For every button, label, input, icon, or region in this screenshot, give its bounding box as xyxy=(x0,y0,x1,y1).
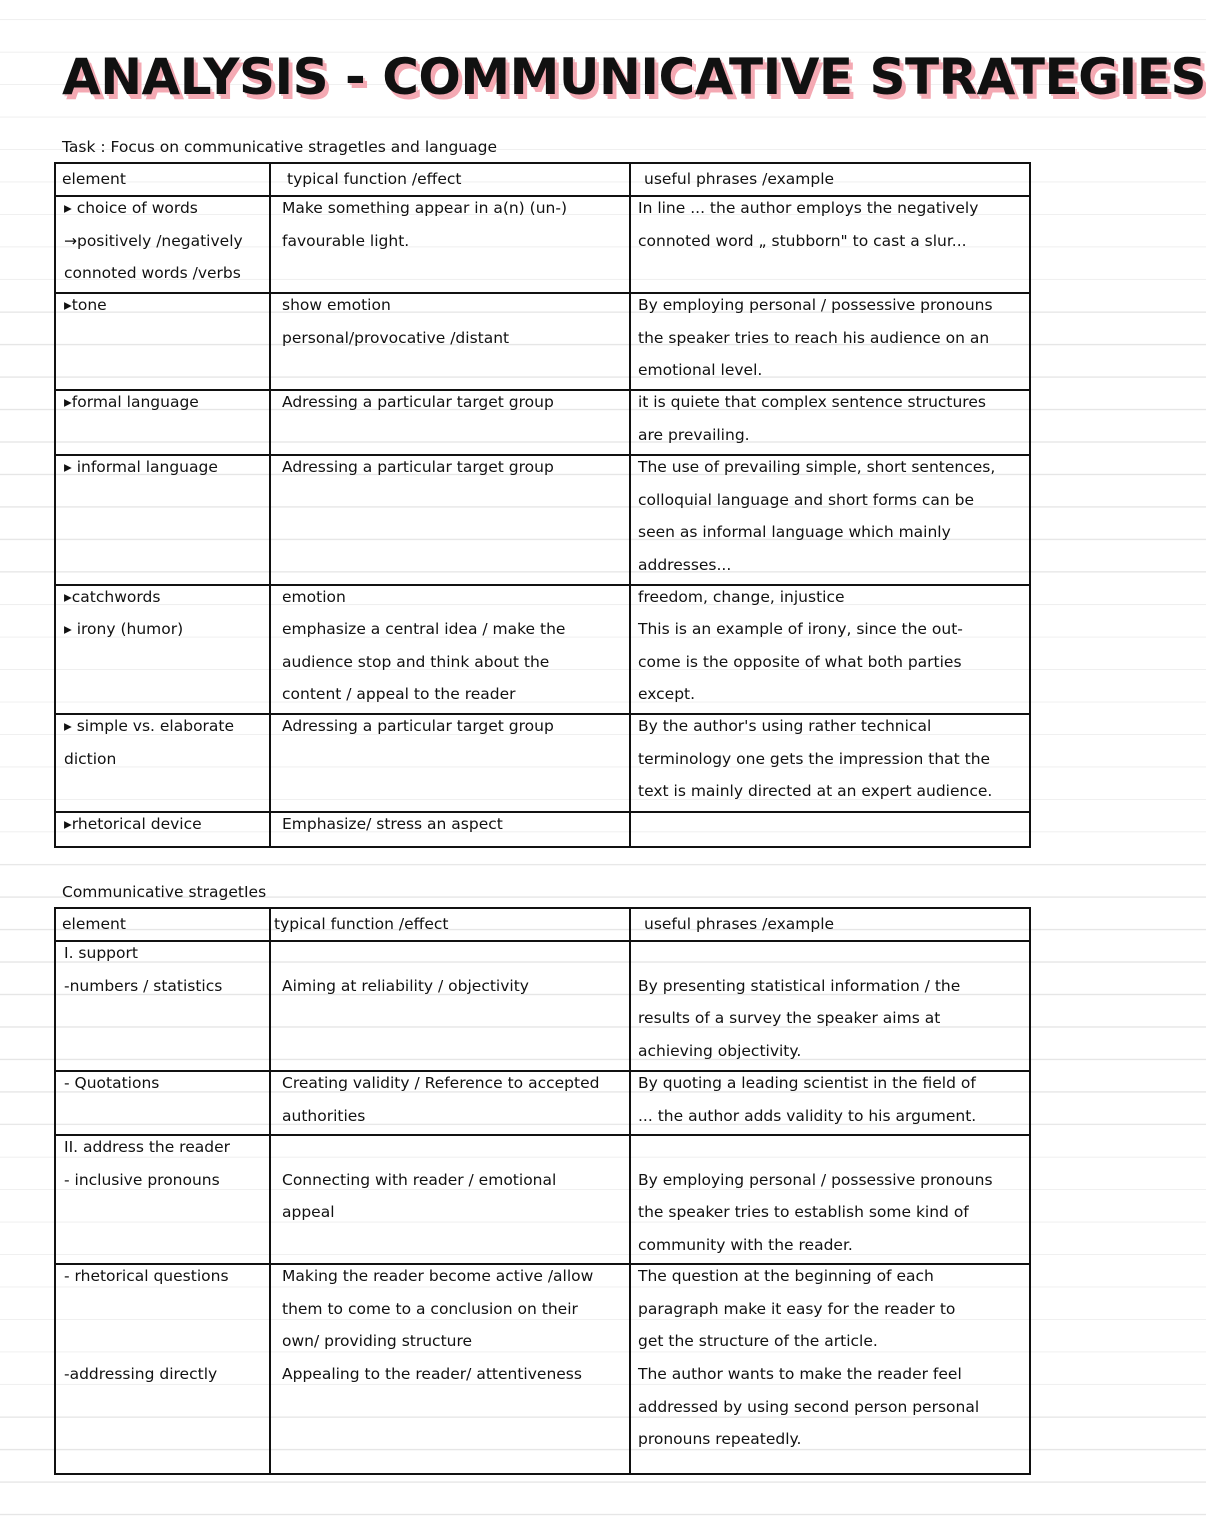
section-title: Communicative stragetIes xyxy=(62,883,267,901)
table-row xyxy=(56,909,1029,1473)
example-line: get the structure of the article. xyxy=(638,1332,878,1350)
table-row xyxy=(56,909,1029,1473)
element-line: I. support xyxy=(64,944,138,962)
example-line: By presenting statistical information / the xyxy=(638,976,961,995)
example-line: By employing personal / possessive pronouns xyxy=(638,296,993,314)
row-divider xyxy=(56,713,1029,715)
cell-function xyxy=(282,289,624,354)
column-divider xyxy=(269,909,271,1473)
example-line: paragraph make it easy for the reader to xyxy=(638,1299,956,1318)
example-line: the speaker tries to reach his audience on an xyxy=(638,328,990,347)
row-divider xyxy=(56,1070,1029,1072)
table-row xyxy=(56,164,1029,846)
example-line: By employing personal / possessive pronouns xyxy=(638,1170,993,1189)
function-line: Adressing a particular target group xyxy=(282,458,554,476)
element-line: ▸ simple vs. elaborate xyxy=(64,717,235,735)
example-line: community with the reader. xyxy=(638,1235,853,1254)
element-line: -numbers / statistics xyxy=(64,976,223,995)
element-line: diction xyxy=(64,749,117,768)
page-title: ANALYSIS - COMMUNICATIVE STRATEGIES xyxy=(62,48,1206,106)
element-line: II. address the reader xyxy=(64,1138,230,1156)
cell-function xyxy=(282,1131,624,1229)
example-line: This is an example of irony, since the out- xyxy=(638,620,963,638)
task-instruction: Task : Focus on communicative stragetIes and language xyxy=(62,138,497,156)
table-row xyxy=(56,909,1029,1473)
example-line: addressed by using second person personal xyxy=(638,1397,980,1416)
column-header-example: useful phrases /example xyxy=(644,915,835,933)
example-line: terminology one gets the impression that the xyxy=(638,749,991,768)
function-line: Appealing to the reader/ attentiveness xyxy=(282,1365,582,1383)
function-line: them to come to a conclusion on their xyxy=(282,1299,578,1318)
function-line: Connecting with reader / emotional xyxy=(282,1170,557,1189)
example-line: The question at the beginning of each xyxy=(638,1267,934,1285)
example-line: results of a survey the speaker aims at xyxy=(638,1009,941,1027)
cell-element xyxy=(64,1131,264,1196)
element-line: ▸catchwords xyxy=(64,588,161,606)
table-row xyxy=(56,909,1029,1473)
cell-element xyxy=(64,613,264,646)
element-line: ▸ informal language xyxy=(64,458,218,476)
row-divider xyxy=(56,1263,1029,1265)
column-divider xyxy=(269,164,271,846)
element-line: - Quotations xyxy=(64,1074,160,1092)
cell-example xyxy=(638,937,1028,1067)
cell-function xyxy=(282,613,624,711)
cell-function xyxy=(282,1067,624,1132)
cell-element xyxy=(64,710,264,775)
example-line: the speaker tries to establish some kind of xyxy=(638,1203,969,1221)
row-divider xyxy=(56,940,1029,942)
function-line: appeal xyxy=(282,1203,335,1221)
element-line: ▸ irony (humor) xyxy=(64,620,184,638)
example-line: The use of prevailing simple, short sentences, xyxy=(638,458,996,476)
example-line: pronouns repeatedly. xyxy=(638,1430,802,1448)
cell-example xyxy=(638,1131,1028,1261)
column-header-element: element xyxy=(62,170,126,188)
cell-example xyxy=(638,192,1028,257)
cell-example xyxy=(638,289,1028,387)
element-line: -addressing directly xyxy=(64,1365,218,1383)
function-line: content / appeal to the reader xyxy=(282,685,516,703)
table-language xyxy=(54,162,1031,848)
row-divider xyxy=(56,584,1029,586)
example-line: emotional level. xyxy=(638,361,763,379)
function-line: emphasize a central idea / make the xyxy=(282,620,566,638)
table-row xyxy=(56,164,1029,846)
function-line: Emphasize/ stress an aspect xyxy=(282,815,503,833)
row-divider xyxy=(56,292,1029,294)
cell-example xyxy=(638,1358,1028,1456)
example-line: are prevailing. xyxy=(638,425,750,444)
example-line: ... the author adds validity to his argument. xyxy=(638,1106,977,1125)
example-line: freedom, change, injustice xyxy=(638,588,845,606)
function-line: Adressing a particular target group xyxy=(282,393,554,411)
table-row xyxy=(56,909,1029,1473)
cell-example xyxy=(638,1067,1028,1132)
function-line: Adressing a particular target group xyxy=(282,717,554,735)
table-communicative-strategies xyxy=(54,907,1031,1475)
table-row xyxy=(56,164,1029,846)
table-row xyxy=(56,164,1029,846)
example-line: come is the opposite of what both parties xyxy=(638,652,962,671)
row-divider xyxy=(56,811,1029,813)
cell-example xyxy=(638,710,1028,808)
example-line: seen as informal language which mainly xyxy=(638,523,951,541)
cell-example xyxy=(638,451,1028,581)
cell-element xyxy=(64,937,264,1002)
row-divider xyxy=(56,195,1029,197)
element-line: connoted words /verbs xyxy=(64,264,241,282)
example-line: In line ... the author employs the negatively xyxy=(638,199,979,217)
function-line: personal/provocative /distant xyxy=(282,328,510,347)
element-line: - inclusive pronouns xyxy=(64,1170,220,1189)
function-line: favourable light. xyxy=(282,231,410,250)
column-header-element: element xyxy=(62,915,126,933)
cell-function xyxy=(282,1260,624,1358)
element-line: ▸rhetorical device xyxy=(64,815,202,833)
example-line: it is quiete that complex sentence structures xyxy=(638,393,986,411)
row-divider xyxy=(56,389,1029,391)
function-line: emotion xyxy=(282,588,346,606)
example-line: The author wants to make the reader feel xyxy=(638,1365,962,1383)
table-row xyxy=(56,164,1029,846)
example-line: By the author's using rather technical xyxy=(638,717,932,735)
cell-element xyxy=(64,1358,264,1391)
element-line: ▸ choice of words xyxy=(64,199,198,217)
function-line: authorities xyxy=(282,1106,366,1125)
table-row xyxy=(56,164,1029,846)
column-header-example: useful phrases /example xyxy=(644,170,835,188)
cell-function xyxy=(282,937,624,1002)
function-line: Make something appear in a(n) (un-) xyxy=(282,199,567,217)
column-divider xyxy=(629,164,631,846)
column-header-function: typical function /effect xyxy=(287,170,462,188)
function-line: show emotion xyxy=(282,296,391,314)
cell-function xyxy=(282,192,624,257)
function-line: own/ providing structure xyxy=(282,1332,473,1350)
example-line: except. xyxy=(638,685,696,703)
example-line: By quoting a leading scientist in the field of xyxy=(638,1074,976,1092)
row-divider xyxy=(56,1134,1029,1136)
element-line: →positively /negatively xyxy=(64,231,243,250)
function-line: Making the reader become active /allow xyxy=(282,1267,594,1285)
function-line: Aiming at reliability / objectivity xyxy=(282,976,529,995)
table-row xyxy=(56,164,1029,846)
table-row xyxy=(56,164,1029,846)
element-line: - rhetorical questions xyxy=(64,1267,229,1285)
example-line: connoted word „ stubborn" to cast a slur... xyxy=(638,231,967,250)
example-line: colloquial language and short forms can be xyxy=(638,490,975,509)
example-line: text is mainly directed at an expert audience. xyxy=(638,782,993,800)
element-line: ▸tone xyxy=(64,296,107,314)
cell-function xyxy=(282,1358,624,1391)
cell-example xyxy=(638,1260,1028,1358)
cell-example xyxy=(638,613,1028,711)
cell-element xyxy=(64,192,264,290)
element-line: ▸formal language xyxy=(64,393,199,411)
column-divider xyxy=(629,909,631,1473)
example-line: achieving objectivity. xyxy=(638,1041,802,1060)
cell-example xyxy=(638,386,1028,451)
example-line: addresses... xyxy=(638,555,732,574)
column-header-function: typical function /effect xyxy=(274,915,449,933)
function-line: audience stop and think about the xyxy=(282,652,550,671)
function-line: Creating validity / Reference to accepted xyxy=(282,1074,600,1092)
row-divider xyxy=(56,454,1029,456)
